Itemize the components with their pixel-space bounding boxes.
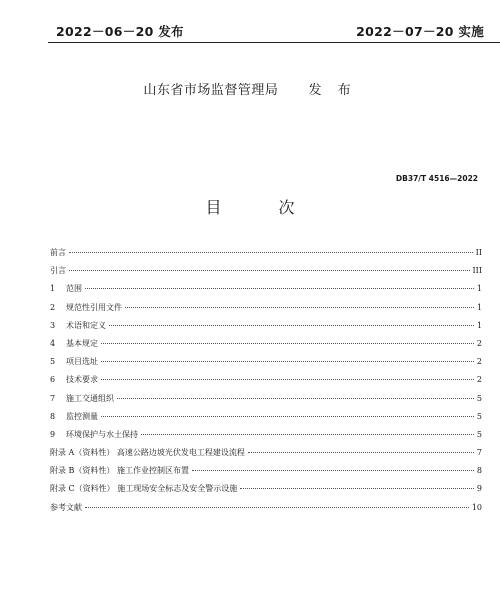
toc-leader-dots <box>141 434 474 435</box>
toc-entry[interactable] <box>50 262 482 280</box>
toc-entry-page: 2 <box>476 357 482 367</box>
toc-leader-dots <box>101 379 474 380</box>
issuer-name: 山东省市场监督管理局 <box>143 83 279 98</box>
toc-entry-page: 1 <box>476 302 482 312</box>
toc-leader-dots <box>69 252 473 253</box>
toc-entry-number: 7 <box>50 393 56 403</box>
issuer-line <box>0 79 500 98</box>
toc-entry-label: 参考文献 <box>50 502 82 512</box>
toc-entry[interactable] <box>50 426 482 444</box>
toc-leader-dots <box>192 470 474 471</box>
toc-title: 目 次 <box>205 198 321 217</box>
toc-entry[interactable] <box>50 317 482 335</box>
toc-entry[interactable] <box>50 480 482 498</box>
toc-entry-label: 项目选址 <box>66 357 98 367</box>
toc-leader-dots <box>248 452 474 453</box>
toc-entry-label: 附录 B（资料性） 施工作业控制区布置 <box>50 466 189 476</box>
toc-leader-dots <box>69 270 470 271</box>
toc-entry[interactable] <box>50 444 482 462</box>
header-rule <box>48 42 500 43</box>
toc-entry-number: 9 <box>50 429 56 439</box>
toc-leader-dots <box>117 398 474 399</box>
toc-entry[interactable] <box>50 371 482 389</box>
toc-entry-label: 附录 C（资料性） 施工现场安全标志及安全警示设施 <box>50 484 238 494</box>
toc-entry-page: 1 <box>476 284 482 294</box>
toc-leader-dots <box>101 343 474 344</box>
toc-entry-page: 2 <box>476 338 482 348</box>
toc-entry-number: 6 <box>50 375 56 385</box>
toc-entry-label: 范围 <box>66 284 82 294</box>
toc-entry[interactable] <box>50 299 482 317</box>
toc-entry[interactable] <box>50 408 482 426</box>
toc-entry-page: 9 <box>476 484 482 494</box>
toc-entry-number: 8 <box>50 411 56 421</box>
toc-entry-label: 引言 <box>50 266 66 276</box>
table-of-contents <box>50 244 482 517</box>
toc-entry-label: 附录 A（资料性） 高速公路边坡光伏发电工程建设流程 <box>50 448 245 458</box>
toc-entry-label: 监控测量 <box>66 411 98 421</box>
toc-entry[interactable] <box>50 499 482 517</box>
toc-entry-page: II <box>475 248 482 257</box>
toc-entry[interactable] <box>50 280 482 298</box>
toc-entry-label: 施工交通组织 <box>66 393 114 403</box>
implement-date: 2022－07－20 实施 <box>356 24 484 39</box>
toc-entry-page: 5 <box>476 429 482 439</box>
toc-leader-dots <box>109 325 474 326</box>
toc-entry-page: III <box>472 266 482 276</box>
standard-code: DB37/T 4516—2022 <box>395 174 478 183</box>
toc-entry-number: 1 <box>50 284 56 294</box>
toc-entry-page: 5 <box>476 393 482 403</box>
toc-entry-page: 2 <box>476 375 482 385</box>
toc-entry[interactable] <box>50 244 482 262</box>
toc-entry[interactable] <box>50 462 482 480</box>
toc-entry-page: 10 <box>471 502 482 512</box>
toc-entry-page: 7 <box>476 448 482 458</box>
toc-entry[interactable] <box>50 390 482 408</box>
toc-entry-label: 环境保护与水土保持 <box>66 429 138 439</box>
toc-leader-dots <box>125 307 474 308</box>
toc-entry-label: 技术要求 <box>66 375 98 385</box>
date-header <box>0 22 500 42</box>
toc-entry-page: 5 <box>476 411 482 421</box>
toc-leader-dots <box>85 507 469 508</box>
toc-entry-number: 2 <box>50 302 56 312</box>
toc-entry-page: 1 <box>476 320 482 330</box>
toc-entry-label: 基本规定 <box>66 338 98 348</box>
toc-entry[interactable] <box>50 335 482 353</box>
toc-leader-dots <box>240 488 474 489</box>
publish-date: 2022－06－20 发布 <box>56 24 184 39</box>
issuer-action: 发 布 <box>308 83 357 98</box>
toc-entry[interactable] <box>50 353 482 371</box>
toc-leader-dots <box>101 416 474 417</box>
toc-entry-label: 术语和定义 <box>66 320 106 330</box>
toc-entry-label: 前言 <box>50 248 66 257</box>
toc-leader-dots <box>101 361 474 362</box>
toc-entry-page: 8 <box>476 466 482 476</box>
toc-entry-number: 4 <box>50 338 56 348</box>
toc-entry-number: 3 <box>50 320 56 330</box>
toc-leader-dots <box>85 288 474 289</box>
toc-entry-number: 5 <box>50 357 56 367</box>
toc-entry-label: 规范性引用文件 <box>66 302 122 312</box>
